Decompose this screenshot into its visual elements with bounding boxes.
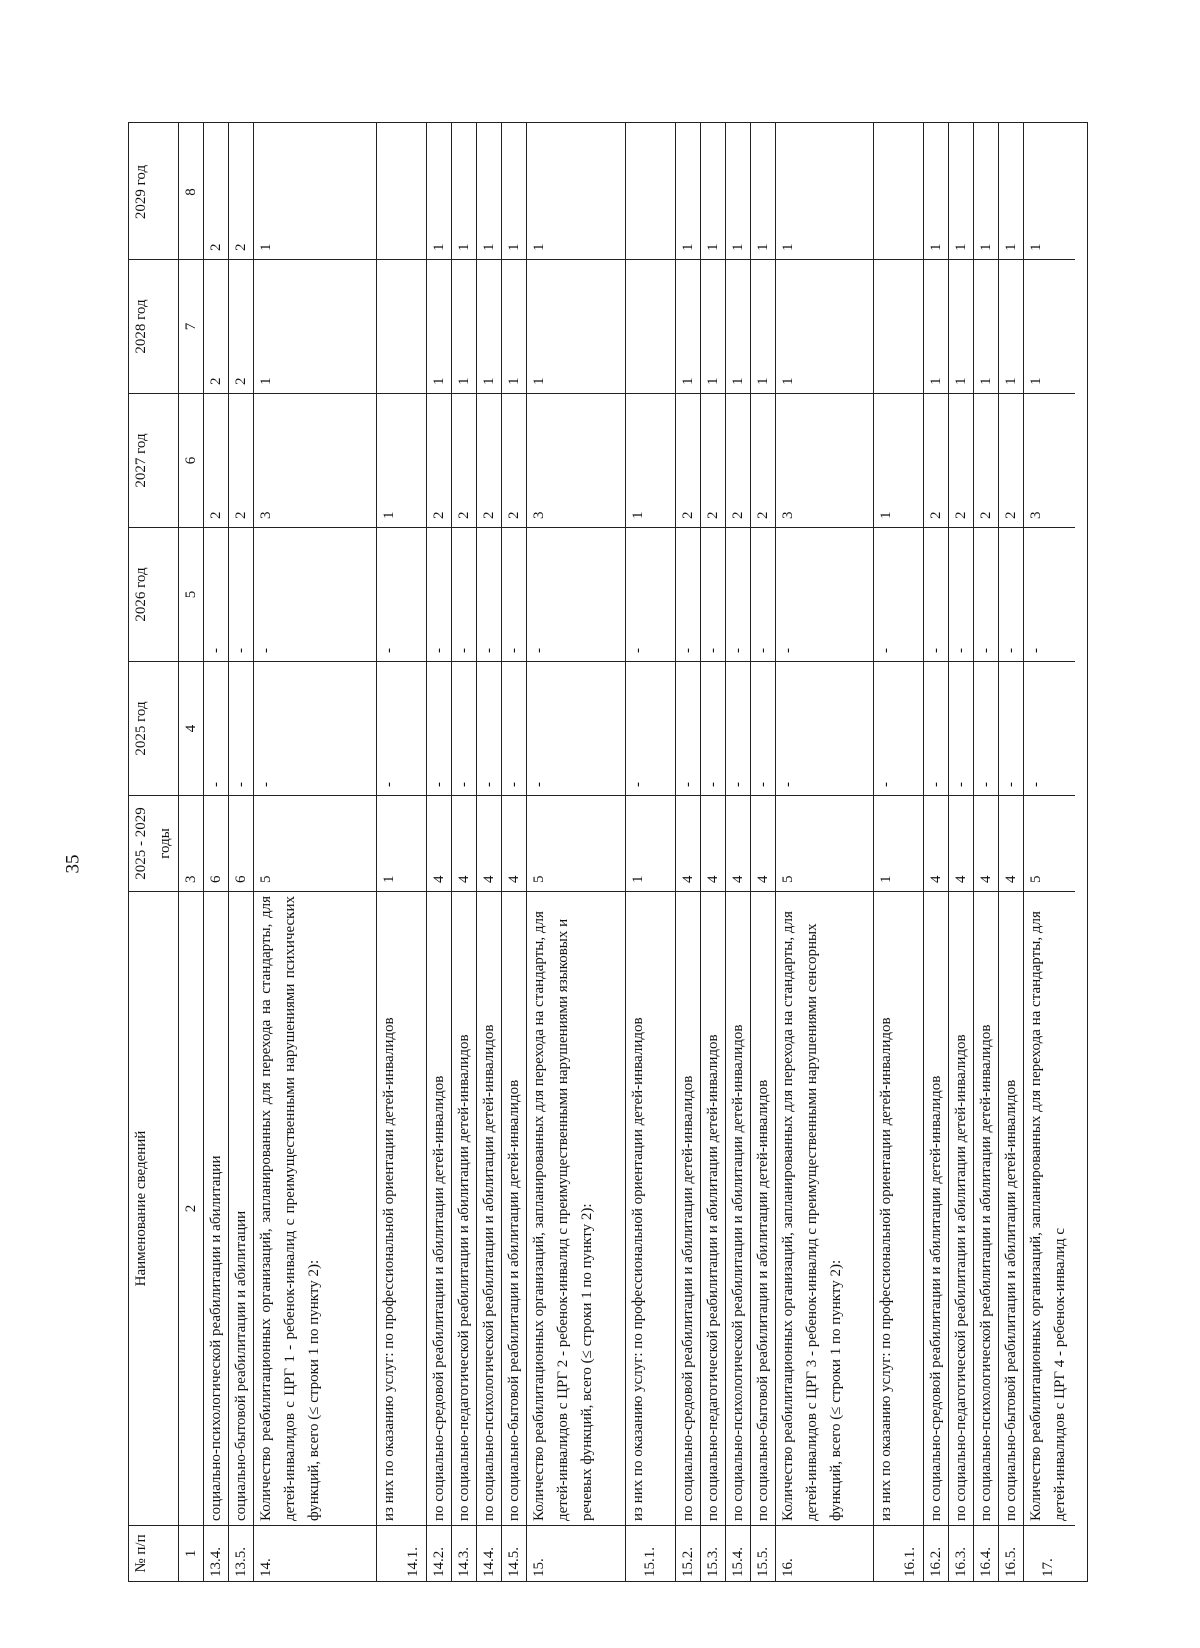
row-name: социально-бытовой реабилитации и абилитации	[229, 891, 253, 1525]
value-2026: -	[502, 527, 526, 661]
value-2027: 2	[726, 393, 750, 527]
value-total: 5	[527, 795, 625, 891]
value-2026: -	[701, 527, 725, 661]
table-row	[502, 123, 527, 1581]
value-2026: -	[974, 527, 998, 661]
value-total: 1	[626, 795, 675, 891]
value-2027: 2	[924, 393, 948, 527]
data-table	[128, 122, 1088, 1582]
value-2026: -	[427, 527, 451, 661]
row-name: социально-психологической реабилитации и абилитации	[204, 891, 228, 1525]
value-2028: 1	[974, 259, 998, 393]
value-2029: 1	[680, 243, 696, 251]
header-2028: 2028 год	[129, 259, 178, 393]
value-2025: -	[1024, 661, 1075, 795]
row-number: 14.4.	[477, 1525, 501, 1581]
value-2029: 1	[953, 243, 969, 251]
value-2025: -	[726, 661, 750, 795]
value-total: 1	[874, 795, 923, 891]
value-2029: 1	[755, 243, 771, 251]
value-2028: 1	[726, 259, 750, 393]
value-2027: 2	[701, 393, 725, 527]
value-total: 4	[701, 795, 725, 891]
value-2028: 1	[1024, 259, 1075, 393]
value-2029: 1	[431, 243, 447, 251]
value-2028: 1	[776, 259, 873, 393]
table-header-row	[129, 123, 179, 1581]
row-number: 16.1.	[874, 1525, 923, 1581]
value-2025: -	[254, 661, 376, 795]
value-2025: -	[999, 661, 1023, 795]
value-2025: -	[701, 661, 725, 795]
table-row	[626, 123, 676, 1581]
value-2027: 2	[974, 393, 998, 527]
row-number: 17.	[1024, 1525, 1075, 1581]
value-2027: 2	[477, 393, 501, 527]
value-total: 1	[377, 795, 426, 891]
value-2026: -	[999, 527, 1023, 661]
table-wrapper	[128, 122, 1088, 1582]
row-number: 14.	[254, 1525, 376, 1581]
value-total: 4	[751, 795, 775, 891]
table-row	[974, 123, 999, 1581]
value-2026: -	[377, 527, 426, 661]
value-2028: 1	[452, 259, 476, 393]
value-2028: 1	[427, 259, 451, 393]
page-number: 35	[62, 854, 84, 874]
value-2025: -	[204, 661, 228, 795]
value-2025: -	[776, 661, 873, 795]
header-2025: 2025 год	[129, 661, 178, 795]
table-row	[1024, 123, 1075, 1581]
row-number: 15.3.	[701, 1525, 725, 1581]
index-cell: 2	[179, 891, 203, 1525]
row-name: из них по оказанию услуг: по профессиональной ориентации детей-инвалидов	[377, 891, 426, 1525]
value-2026: -	[204, 527, 228, 661]
value-2029: 2	[233, 243, 249, 251]
value-2027: 2	[204, 393, 228, 527]
value-2026: -	[776, 527, 873, 661]
value-2025: -	[229, 661, 253, 795]
value-2026: -	[229, 527, 253, 661]
value-2028: 2	[204, 259, 228, 393]
value-2027: 2	[502, 393, 526, 527]
table-row	[204, 123, 229, 1581]
value-2027: 3	[527, 393, 625, 527]
value-2025: -	[676, 661, 700, 795]
value-2028: 1	[502, 259, 526, 393]
row-number: 16.	[776, 1525, 873, 1581]
value-total: 4	[477, 795, 501, 891]
value-2028	[377, 259, 426, 393]
table-row	[776, 123, 874, 1581]
row-number: 14.2.	[427, 1525, 451, 1581]
row-name: по социально-психологической реабилитации и абилитации детей-инвалидов	[477, 891, 501, 1525]
row-number: 16.5.	[999, 1525, 1023, 1581]
value-2026: -	[726, 527, 750, 661]
value-2027: 2	[751, 393, 775, 527]
header-total: 2025 - 2029 годы	[129, 795, 178, 891]
value-total: 4	[676, 795, 700, 891]
row-name: Количество реабилитационных организаций, запланированных для перехода на стандарты, для детей-инвалидов с ЦРГ 1 - ребенок-инвалид с преимущественными нарушениями психических функций, всего (≤ строки 1 по пункту 2):	[254, 891, 376, 1525]
row-name: по социально-педагогической реабилитации и абилитации детей-инвалидов	[452, 891, 476, 1525]
value-2028: 1	[254, 259, 376, 393]
table-row	[751, 123, 776, 1581]
header-2026: 2026 год	[129, 527, 178, 661]
value-2027: 1	[874, 393, 923, 527]
value-total: 5	[254, 795, 376, 891]
value-2027: 2	[452, 393, 476, 527]
table-row	[254, 123, 377, 1581]
table-row	[726, 123, 751, 1581]
row-name: по социально-педагогической реабилитации и абилитации детей-инвалидов	[949, 891, 973, 1525]
index-cell: 7	[179, 259, 203, 393]
value-2027: 2	[427, 393, 451, 527]
row-number: 16.2.	[924, 1525, 948, 1581]
value-2025: -	[751, 661, 775, 795]
value-total: 4	[974, 795, 998, 891]
row-name: по социально-педагогической реабилитации и абилитации детей-инвалидов	[701, 891, 725, 1525]
table-row	[427, 123, 452, 1581]
row-number: 15.1.	[626, 1525, 675, 1581]
value-2027: 2	[229, 393, 253, 527]
value-total: 6	[204, 795, 228, 891]
value-2026: -	[1024, 527, 1075, 661]
value-2029	[874, 125, 923, 259]
value-2026: -	[527, 527, 625, 661]
row-number: 16.3.	[949, 1525, 973, 1581]
row-number: 14.1.	[377, 1525, 426, 1581]
value-2026: -	[874, 527, 923, 661]
value-2027: 2	[676, 393, 700, 527]
row-number: 14.5.	[502, 1525, 526, 1581]
index-cell: 1	[179, 1525, 203, 1581]
table-row	[999, 123, 1024, 1581]
value-2029: 1	[258, 243, 274, 251]
value-2028: 1	[527, 259, 625, 393]
value-2029: 1	[531, 243, 547, 251]
table-row	[874, 123, 924, 1581]
value-2026: -	[924, 527, 948, 661]
index-cell: 5	[179, 527, 203, 661]
value-total: 4	[949, 795, 973, 891]
index-cell: 4	[179, 661, 203, 795]
row-number: 16.4.	[974, 1525, 998, 1581]
row-name: по социально-бытовой реабилитации и абилитации детей-инвалидов	[751, 891, 775, 1525]
value-2029: 1	[456, 243, 472, 251]
value-2025: -	[974, 661, 998, 795]
value-total: 4	[502, 795, 526, 891]
value-2027: 3	[254, 393, 376, 527]
value-2028: 1	[477, 259, 501, 393]
value-2029: 1	[481, 243, 497, 251]
value-2025: -	[527, 661, 625, 795]
value-total: 4	[924, 795, 948, 891]
value-2026: -	[676, 527, 700, 661]
value-2029: 1	[928, 243, 944, 251]
value-2026: -	[626, 527, 675, 661]
value-2029: 1	[705, 243, 721, 251]
value-2029	[377, 125, 426, 259]
index-cell: 3	[179, 795, 203, 891]
value-total: 6	[229, 795, 253, 891]
value-2029: 1	[978, 243, 994, 251]
value-2027: 2	[999, 393, 1023, 527]
row-name: из них по оказанию услуг: по профессиональной ориентации детей-инвалидов	[626, 891, 675, 1525]
value-2027: 1	[626, 393, 675, 527]
row-name: из них по оказанию услуг: по профессиональной ориентации детей-инвалидов	[874, 891, 923, 1525]
value-total: 4	[999, 795, 1023, 891]
table-row	[924, 123, 949, 1581]
value-2026: -	[477, 527, 501, 661]
row-name: по социально-бытовой реабилитации и абилитации детей-инвалидов	[999, 891, 1023, 1525]
value-2025: -	[427, 661, 451, 795]
value-2029: 1	[1003, 243, 1019, 251]
table-row	[477, 123, 502, 1581]
value-2028: 1	[701, 259, 725, 393]
row-number: 14.3.	[452, 1525, 476, 1581]
table-row	[377, 123, 427, 1581]
value-2025: -	[502, 661, 526, 795]
row-name: по социально-психологической реабилитации и абилитации детей-инвалидов	[974, 891, 998, 1525]
table-row	[229, 123, 254, 1581]
row-name: по социально-бытовой реабилитации и абилитации детей-инвалидов	[502, 891, 526, 1525]
value-2025: -	[626, 661, 675, 795]
value-total: 5	[1024, 795, 1075, 891]
header-2027: 2027 год	[129, 393, 178, 527]
value-2029: 1	[780, 243, 796, 251]
table-row	[949, 123, 974, 1581]
table-row	[452, 123, 477, 1581]
value-2028: 1	[999, 259, 1023, 393]
value-2029: 1	[506, 243, 522, 251]
row-name: Количество реабилитационных организаций, запланированных для перехода на стандарты, для детей-инвалидов с ЦРГ 4 - ребенок-инвалид с	[1024, 891, 1075, 1525]
header-number: № п/п	[129, 1525, 178, 1581]
value-2027: 1	[377, 393, 426, 527]
value-total: 4	[427, 795, 451, 891]
value-2027: 2	[949, 393, 973, 527]
value-2027: 3	[1024, 393, 1075, 527]
row-number: 13.5.	[229, 1525, 253, 1581]
value-total: 4	[726, 795, 750, 891]
table-index-row	[179, 123, 204, 1581]
table-row	[701, 123, 726, 1581]
value-2025: -	[924, 661, 948, 795]
row-name: по социально-психологической реабилитации и абилитации детей-инвалидов	[726, 891, 750, 1525]
value-2028	[626, 259, 675, 393]
index-cell: 6	[179, 393, 203, 527]
value-2025: -	[874, 661, 923, 795]
row-number: 13.4.	[204, 1525, 228, 1581]
value-2027: 3	[776, 393, 873, 527]
index-cell: 8	[183, 188, 199, 196]
value-2026: -	[751, 527, 775, 661]
value-2025: -	[377, 661, 426, 795]
row-number: 15.2.	[676, 1525, 700, 1581]
value-total: 5	[776, 795, 873, 891]
value-2028: 1	[924, 259, 948, 393]
value-2026: -	[949, 527, 973, 661]
value-2028: 1	[676, 259, 700, 393]
value-2028	[874, 259, 923, 393]
row-name: по социально-средовой реабилитации и абилитации детей-инвалидов	[924, 891, 948, 1525]
table-row	[527, 123, 626, 1581]
row-number: 15.	[527, 1525, 625, 1581]
row-name: Количество реабилитационных организаций, запланированных для перехода на стандарты, для детей-инвалидов с ЦРГ 2 - ребенок-инвалид с преимущественными нарушениями языковых и речевых функций, всего (≤ строки 1 по пункту 2):	[527, 891, 625, 1525]
row-number: 15.5.	[751, 1525, 775, 1581]
row-name: по социально-средовой реабилитации и абилитации детей-инвалидов	[427, 891, 451, 1525]
value-2028: 2	[229, 259, 253, 393]
value-2026: -	[254, 527, 376, 661]
header-name: Наименование сведений	[129, 891, 178, 1525]
value-2029: 1	[730, 243, 746, 251]
value-2025: -	[949, 661, 973, 795]
value-2029: 2	[208, 243, 224, 251]
value-2026: -	[452, 527, 476, 661]
value-2025: -	[477, 661, 501, 795]
row-name: по социально-средовой реабилитации и абилитации детей-инвалидов	[676, 891, 700, 1525]
value-2025: -	[452, 661, 476, 795]
value-2029	[626, 125, 675, 259]
value-total: 4	[452, 795, 476, 891]
value-2029: 1	[1028, 243, 1044, 251]
table-row	[676, 123, 701, 1581]
header-2029: 2029 год	[133, 164, 149, 220]
row-number: 15.4.	[726, 1525, 750, 1581]
value-2028: 1	[949, 259, 973, 393]
row-name: Количество реабилитационных организаций, запланированных для перехода на стандарты, для детей-инвалидов с ЦРГ 3 - ребенок-инвалид с преимущественными нарушениями сенсорных функций, всего (≤ строки 1 по пункту 2):	[776, 891, 873, 1525]
value-2028: 1	[751, 259, 775, 393]
